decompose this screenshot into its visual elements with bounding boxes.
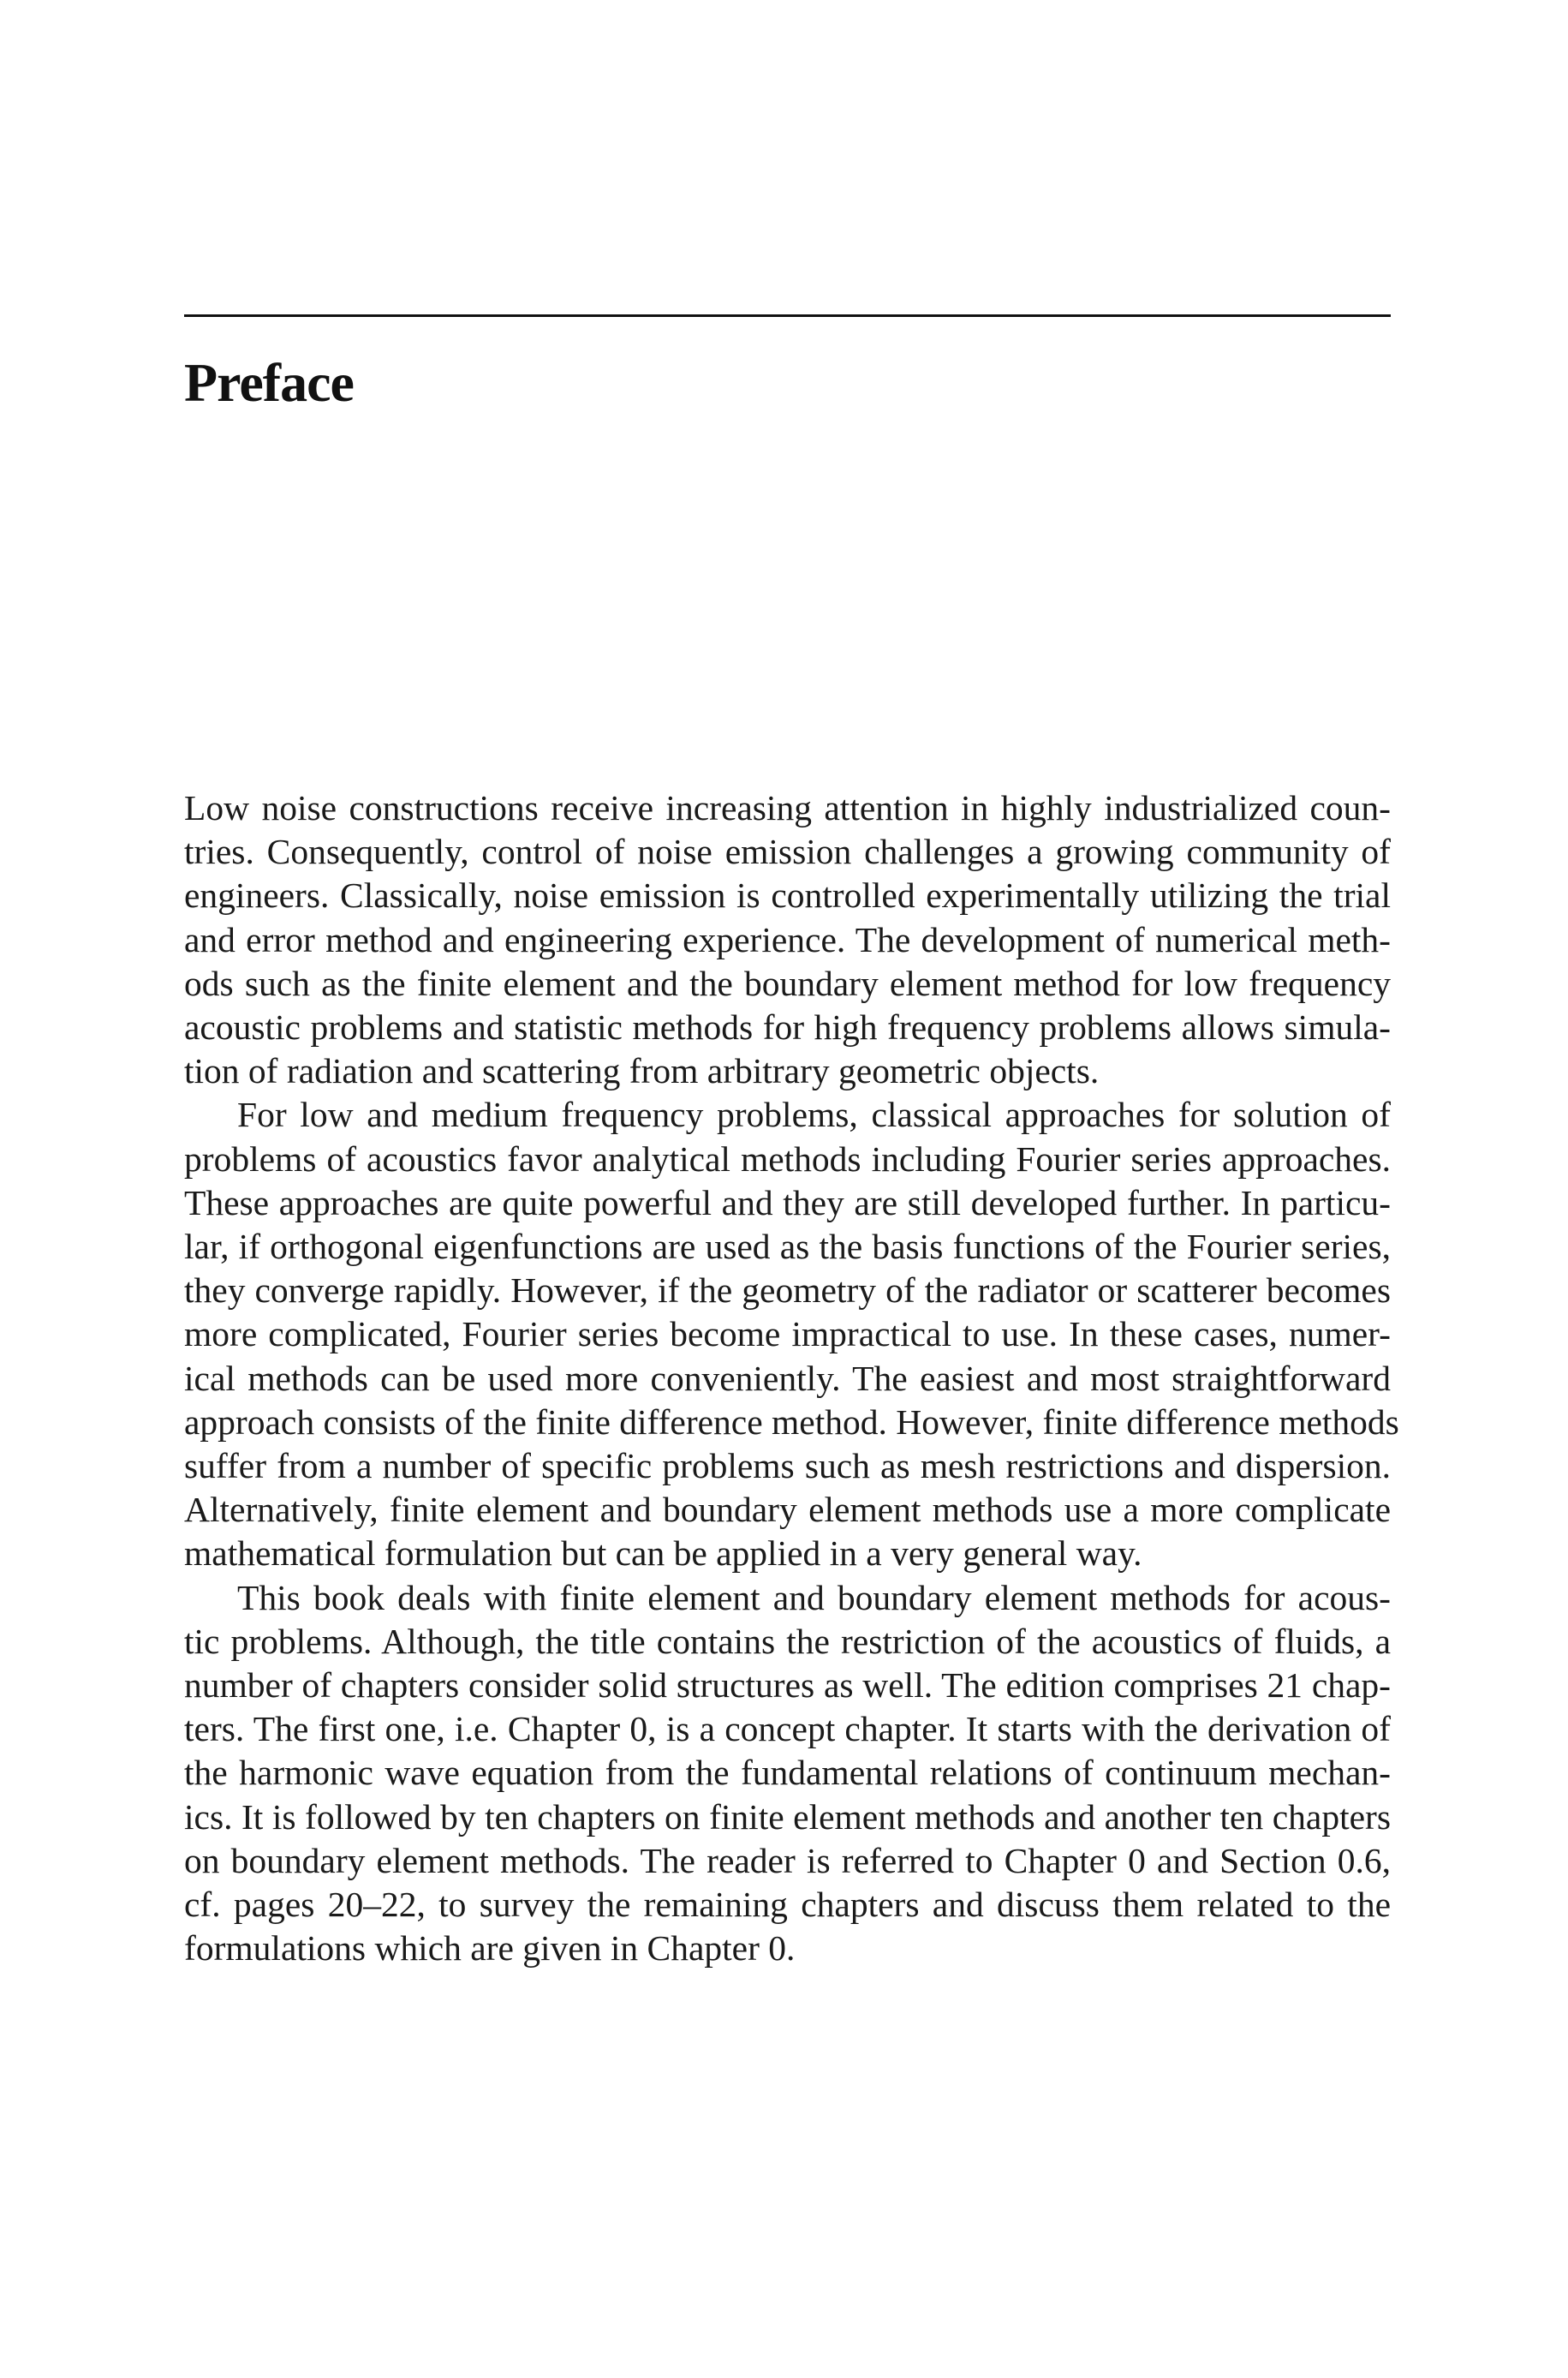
text-line: ics. It is followed by ten chapters on finite element methods and another ten chapters	[184, 1796, 1391, 1837]
text-line: and error method and engineering experience. The development of numerical meth-	[184, 919, 1391, 959]
text-line: approach consists of the finite difference method. However, finite difference methods	[184, 1401, 1399, 1442]
text-line: they converge rapidly. However, if the geometry of the radiator or scatterer becomes	[184, 1270, 1391, 1311]
section-title: Preface	[184, 352, 354, 413]
text-line: more complicated, Fourier series become impractical to use. In these cases, numer-	[184, 1314, 1391, 1354]
paragraph-1	[184, 786, 1391, 1093]
paragraph-3	[184, 1576, 1391, 1971]
text-line: For low and medium frequency problems, classical approaches for solution of	[237, 1095, 1391, 1135]
text-line: formulations which are given in Chapter 0.	[184, 1928, 796, 1969]
text-line: on boundary element methods. The reader is referred to Chapter 0 and Section 0.6,	[184, 1840, 1391, 1880]
text-line: tic problems. Although, the title contains the restriction of the acoustics of fluids, a	[184, 1621, 1391, 1661]
text-line: the harmonic wave equation from the fundamental relations of continuum mechan-	[184, 1753, 1391, 1793]
text-line: cf. pages 20–22, to survey the remaining chapters and discuss them related to the	[184, 1885, 1391, 1925]
paragraph-2	[184, 1093, 1399, 1575]
text-line: ods such as the finite element and the boundary element method for low frequency	[184, 963, 1391, 1003]
text-line: Low noise constructions receive increasing attention in highly industrialized coun-	[184, 788, 1391, 828]
header-rule	[184, 314, 1391, 317]
text-line: This book deals with finite element and boundary element methods for acous-	[237, 1577, 1391, 1617]
text-line: ical methods can be used more conveniently. The easiest and most straightforward	[184, 1358, 1391, 1398]
text-line: ters. The first one, i.e. Chapter 0, is a concept chapter. It starts with the derivation of	[184, 1709, 1391, 1749]
text-line: lar, if orthogonal eigenfunctions are used as the basis functions of the Fourier series,	[184, 1227, 1391, 1267]
text-line: problems of acoustics favor analytical methods including Fourier series approaches.	[184, 1138, 1391, 1179]
text-line: tion of radiation and scattering from arbitrary geometric objects.	[184, 1051, 1100, 1091]
text-line: Alternatively, finite element and boundary element methods use a more complicate	[184, 1490, 1391, 1530]
preface-body	[184, 786, 1399, 1970]
text-line: number of chapters consider solid structures as well. The edition comprises 21 chap-	[184, 1665, 1391, 1706]
text-line: engineers. Classically, noise emission is controlled experimentally utilizing the trial	[184, 875, 1391, 916]
text-line: mathematical formulation but can be applied in a very general way.	[184, 1533, 1142, 1574]
text-line: These approaches are quite powerful and they are still developed further. In particu-	[184, 1182, 1391, 1222]
text-line: acoustic problems and statistic methods for high frequency problems allows simula-	[184, 1007, 1391, 1048]
text-line: tries. Consequently, control of noise emission challenges a growing community of	[184, 832, 1391, 872]
text-line: suffer from a number of specific problems such as mesh restrictions and dispersion.	[184, 1446, 1391, 1486]
